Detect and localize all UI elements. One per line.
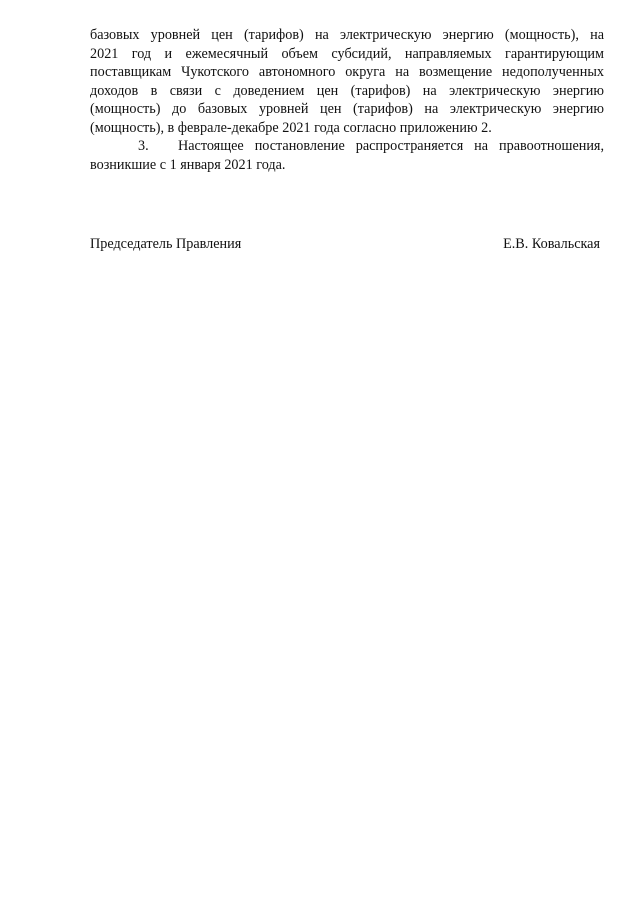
item-continuation: возникшие с 1 января 2021 года. [90,156,286,173]
signatory-name: Е.В. Ковальская [503,236,600,252]
signature-block [90,235,600,254]
paragraph-line: поставщикам Чукотского автономного округа на возмещение недополученных [90,64,604,80]
paragraph-line: базовых уровней цен (тарифов) на электрическую энергию (мощность), на [90,27,604,43]
paragraph-line: доходов в связи с доведением цен (тарифов) на электрическую энергию [90,82,604,99]
item-number: 3. [138,138,149,154]
item-text: Настоящее постановление распространяется на правоотношения, [178,138,604,154]
signatory-position: Председатель Правления [90,236,242,252]
body-text [90,26,604,174]
paragraph-line: (мощность) до базовых уровней цен (тарифов) на электрическую энергию [90,101,604,117]
paragraph-line: 2021 год и ежемесячный объем субсидий, направляемых гарантирующим [90,45,604,62]
paragraph-line: (мощность), в феврале-декабре 2021 года согласно приложению 2. [90,119,492,136]
item-3 [90,137,604,156]
